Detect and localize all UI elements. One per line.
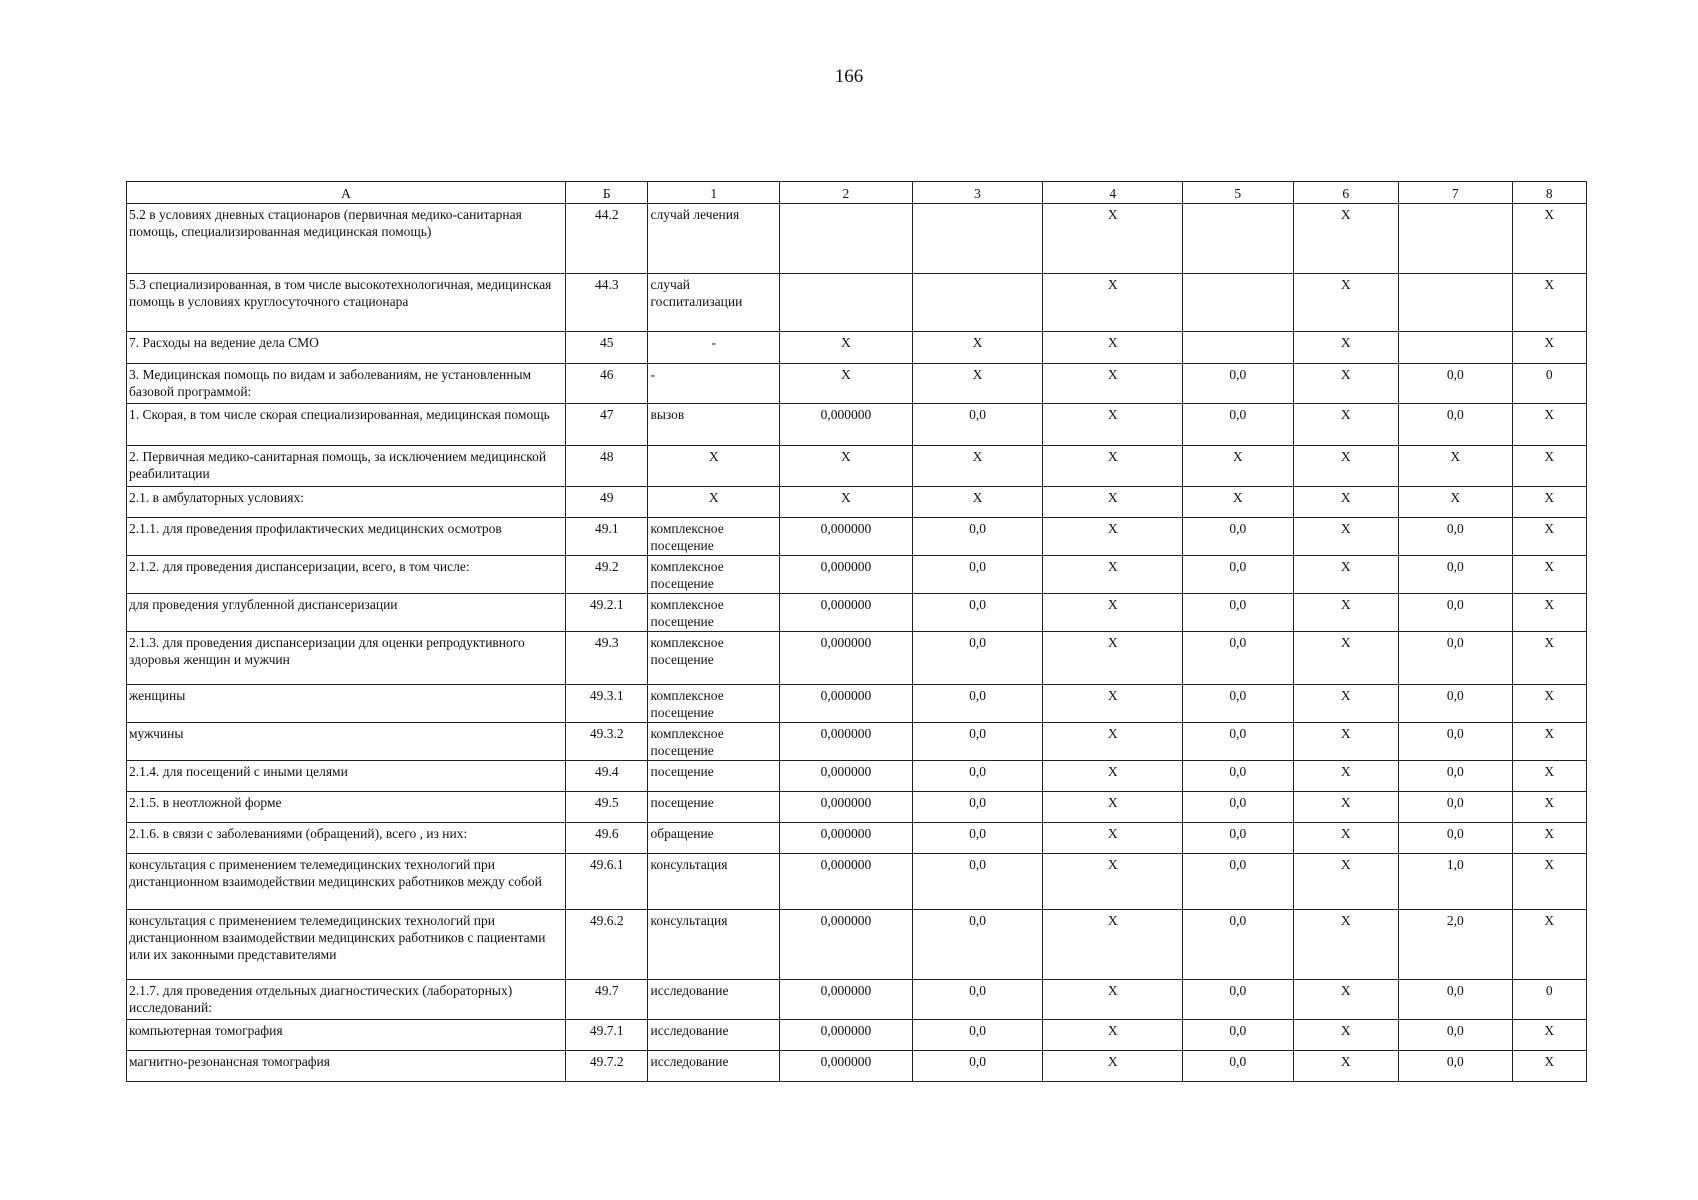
row-code: 49.7.1 bbox=[566, 1020, 648, 1051]
row-code: 44.2 bbox=[566, 204, 648, 274]
cell-col-8: Х bbox=[1512, 274, 1586, 332]
row-unit: комплексное посещение bbox=[648, 685, 780, 723]
cell-col-4: Х bbox=[1043, 761, 1183, 792]
cell-col-4: Х bbox=[1043, 723, 1183, 761]
cell-col-6: Х bbox=[1293, 761, 1399, 792]
row-name: консультация с применением телемедицинских технологий при дистанционном взаимодействии медицинских работников с пациентами или их законными представителями bbox=[127, 910, 566, 980]
row-unit: исследование bbox=[648, 1051, 780, 1082]
cell-col-4: Х bbox=[1043, 1020, 1183, 1051]
row-unit: комплексное посещение bbox=[648, 632, 780, 685]
cell-col-6: Х bbox=[1293, 556, 1399, 594]
cell-col-7 bbox=[1399, 204, 1513, 274]
cell-col-2: Х bbox=[780, 364, 913, 404]
cell-col-4: Х bbox=[1043, 518, 1183, 556]
cell-col-4: Х bbox=[1043, 632, 1183, 685]
cell-col-6: Х bbox=[1293, 980, 1399, 1020]
cell-col-3: 0,0 bbox=[912, 980, 1043, 1020]
row-name: 2.1.5. в неотложной форме bbox=[127, 792, 566, 823]
column-header-1: 1 bbox=[648, 182, 780, 204]
cell-col-4: Х bbox=[1043, 1051, 1183, 1082]
cell-col-6: Х bbox=[1293, 364, 1399, 404]
cell-col-3: 0,0 bbox=[912, 1051, 1043, 1082]
row-code: 49 bbox=[566, 487, 648, 518]
row-unit: исследование bbox=[648, 1020, 780, 1051]
cell-col-4: Х bbox=[1043, 980, 1183, 1020]
cell-col-7: 0,0 bbox=[1399, 556, 1513, 594]
row-name: 5.2 в условиях дневных стационаров (первичная медико-санитарная помощь, специализированная медицинская помощь) bbox=[127, 204, 566, 274]
table-row bbox=[127, 364, 1587, 404]
table-row bbox=[127, 332, 1587, 364]
table-row bbox=[127, 685, 1587, 723]
table-row bbox=[127, 594, 1587, 632]
row-code: 47 bbox=[566, 404, 648, 446]
table-row bbox=[127, 723, 1587, 761]
cell-col-6: Х bbox=[1293, 854, 1399, 910]
cell-col-8: Х bbox=[1512, 910, 1586, 980]
row-name: 2. Первичная медико-санитарная помощь, за исключением медицинской реабилитации bbox=[127, 446, 566, 487]
cell-col-2: 0,000000 bbox=[780, 404, 913, 446]
cell-col-2: 0,000000 bbox=[780, 594, 913, 632]
row-unit: обращение bbox=[648, 823, 780, 854]
cell-col-8: Х bbox=[1512, 204, 1586, 274]
cell-col-4: Х bbox=[1043, 364, 1183, 404]
table-row bbox=[127, 487, 1587, 518]
cell-col-4: Х bbox=[1043, 204, 1183, 274]
cell-col-7: 0,0 bbox=[1399, 518, 1513, 556]
cell-col-4: Х bbox=[1043, 685, 1183, 723]
cell-col-6: Х bbox=[1293, 518, 1399, 556]
row-name: 5.3 специализированная, в том числе высокотехнологичная, медицинская помощь в условиях круглосуточного стационара bbox=[127, 274, 566, 332]
table-row bbox=[127, 1051, 1587, 1082]
row-unit: комплексное посещение bbox=[648, 723, 780, 761]
cell-col-8: Х bbox=[1512, 556, 1586, 594]
cell-col-8: Х bbox=[1512, 487, 1586, 518]
row-name: 1. Скорая, в том числе скорая специализированная, медицинская помощь bbox=[127, 404, 566, 446]
cell-col-2: 0,000000 bbox=[780, 685, 913, 723]
row-unit: комплексное посещение bbox=[648, 594, 780, 632]
page-number: 166 bbox=[834, 66, 864, 87]
row-code: 49.2 bbox=[566, 556, 648, 594]
row-unit: случай лечения bbox=[648, 204, 780, 274]
cell-col-2: 0,000000 bbox=[780, 980, 913, 1020]
row-name: для проведения углубленной диспансеризации bbox=[127, 594, 566, 632]
cell-col-4: Х bbox=[1043, 854, 1183, 910]
cell-col-8: Х bbox=[1512, 723, 1586, 761]
cell-col-2: Х bbox=[780, 446, 913, 487]
cell-col-5: 0,0 bbox=[1183, 556, 1294, 594]
report-table bbox=[126, 181, 1587, 1082]
cell-col-7: 0,0 bbox=[1399, 594, 1513, 632]
cell-col-3: 0,0 bbox=[912, 723, 1043, 761]
table-body bbox=[127, 204, 1587, 1082]
row-code: 49.1 bbox=[566, 518, 648, 556]
cell-col-8: Х bbox=[1512, 446, 1586, 487]
column-header-7: 7 bbox=[1399, 182, 1513, 204]
cell-col-3: 0,0 bbox=[912, 910, 1043, 980]
cell-col-7: 0,0 bbox=[1399, 1051, 1513, 1082]
row-code: 49.7.2 bbox=[566, 1051, 648, 1082]
cell-col-3: 0,0 bbox=[912, 556, 1043, 594]
cell-col-7: Х bbox=[1399, 446, 1513, 487]
table-row bbox=[127, 823, 1587, 854]
cell-col-8: Х bbox=[1512, 594, 1586, 632]
cell-col-3: Х bbox=[912, 446, 1043, 487]
cell-col-8: Х bbox=[1512, 404, 1586, 446]
row-name: 3. Медицинская помощь по видам и заболеваниям, не установленным базовой программой: bbox=[127, 364, 566, 404]
cell-col-2: Х bbox=[780, 487, 913, 518]
cell-col-4: Х bbox=[1043, 274, 1183, 332]
row-code: 49.3.2 bbox=[566, 723, 648, 761]
cell-col-8: Х bbox=[1512, 792, 1586, 823]
cell-col-5: 0,0 bbox=[1183, 761, 1294, 792]
cell-col-5: 0,0 bbox=[1183, 1051, 1294, 1082]
cell-col-4: Х bbox=[1043, 487, 1183, 518]
cell-col-4: Х bbox=[1043, 792, 1183, 823]
cell-col-2: 0,000000 bbox=[780, 632, 913, 685]
cell-col-7: 0,0 bbox=[1399, 632, 1513, 685]
cell-col-8: Х bbox=[1512, 518, 1586, 556]
cell-col-8: 0 bbox=[1512, 364, 1586, 404]
cell-col-5: Х bbox=[1183, 487, 1294, 518]
cell-col-7: 0,0 bbox=[1399, 792, 1513, 823]
cell-col-5: 0,0 bbox=[1183, 980, 1294, 1020]
cell-col-5 bbox=[1183, 274, 1294, 332]
cell-col-3: 0,0 bbox=[912, 823, 1043, 854]
cell-col-2 bbox=[780, 274, 913, 332]
cell-col-7: 0,0 bbox=[1399, 404, 1513, 446]
cell-col-7: 1,0 bbox=[1399, 854, 1513, 910]
cell-col-2: 0,000000 bbox=[780, 518, 913, 556]
column-header-6: 6 bbox=[1293, 182, 1399, 204]
cell-col-5: 0,0 bbox=[1183, 792, 1294, 823]
cell-col-6: Х bbox=[1293, 594, 1399, 632]
cell-col-5: 0,0 bbox=[1183, 404, 1294, 446]
cell-col-5: 0,0 bbox=[1183, 364, 1294, 404]
cell-col-5: 0,0 bbox=[1183, 823, 1294, 854]
row-name: 2.1.1. для проведения профилактических медицинских осмотров bbox=[127, 518, 566, 556]
row-unit: консультация bbox=[648, 910, 780, 980]
column-header-b: Б bbox=[566, 182, 648, 204]
row-code: 49.6 bbox=[566, 823, 648, 854]
row-code: 46 bbox=[566, 364, 648, 404]
row-unit: комплексное посещение bbox=[648, 556, 780, 594]
cell-col-7: 0,0 bbox=[1399, 723, 1513, 761]
cell-col-2: 0,000000 bbox=[780, 1020, 913, 1051]
table-row bbox=[127, 556, 1587, 594]
table-row bbox=[127, 1020, 1587, 1051]
row-unit: - bbox=[648, 364, 780, 404]
row-name: 2.1.2. для проведения диспансеризации, всего, в том числе: bbox=[127, 556, 566, 594]
table-row bbox=[127, 518, 1587, 556]
header-row bbox=[127, 182, 1587, 204]
cell-col-8: Х bbox=[1512, 1051, 1586, 1082]
cell-col-5: 0,0 bbox=[1183, 910, 1294, 980]
cell-col-3: Х bbox=[912, 364, 1043, 404]
column-header-8: 8 bbox=[1512, 182, 1586, 204]
row-name: консультация с применением телемедицинских технологий при дистанционном взаимодействии медицинских работников между собой bbox=[127, 854, 566, 910]
cell-col-7 bbox=[1399, 332, 1513, 364]
cell-col-4: Х bbox=[1043, 446, 1183, 487]
cell-col-6: Х bbox=[1293, 1020, 1399, 1051]
cell-col-8: Х bbox=[1512, 854, 1586, 910]
row-name: 2.1.3. для проведения диспансеризации для оценки репродуктивного здоровья женщин и мужчин bbox=[127, 632, 566, 685]
cell-col-3: 0,0 bbox=[912, 518, 1043, 556]
cell-col-2: 0,000000 bbox=[780, 761, 913, 792]
row-name: женщины bbox=[127, 685, 566, 723]
row-unit: консультация bbox=[648, 854, 780, 910]
row-unit: посещение bbox=[648, 792, 780, 823]
row-unit: - bbox=[648, 332, 780, 364]
cell-col-5: 0,0 bbox=[1183, 518, 1294, 556]
row-unit: вызов bbox=[648, 404, 780, 446]
cell-col-6: Х bbox=[1293, 204, 1399, 274]
row-code: 44.3 bbox=[566, 274, 648, 332]
cell-col-2: 0,000000 bbox=[780, 854, 913, 910]
cell-col-7: Х bbox=[1399, 487, 1513, 518]
row-name: 2.1.6. в связи с заболеваниями (обращений), всего , из них: bbox=[127, 823, 566, 854]
column-header-3: 3 bbox=[912, 182, 1043, 204]
row-code: 49.5 bbox=[566, 792, 648, 823]
row-code: 49.4 bbox=[566, 761, 648, 792]
row-name: 2.1. в амбулаторных условиях: bbox=[127, 487, 566, 518]
cell-col-6: Х bbox=[1293, 487, 1399, 518]
cell-col-6: Х bbox=[1293, 823, 1399, 854]
row-name: 2.1.7. для проведения отдельных диагностических (лабораторных) исследований: bbox=[127, 980, 566, 1020]
cell-col-8: Х bbox=[1512, 1020, 1586, 1051]
report-table-container bbox=[126, 181, 1587, 1082]
cell-col-8: Х bbox=[1512, 823, 1586, 854]
cell-col-7: 2,0 bbox=[1399, 910, 1513, 980]
cell-col-4: Х bbox=[1043, 910, 1183, 980]
cell-col-5: 0,0 bbox=[1183, 854, 1294, 910]
cell-col-7: 0,0 bbox=[1399, 980, 1513, 1020]
cell-col-8: 0 bbox=[1512, 980, 1586, 1020]
cell-col-2: 0,000000 bbox=[780, 823, 913, 854]
cell-col-2: 0,000000 bbox=[780, 556, 913, 594]
cell-col-3: Х bbox=[912, 487, 1043, 518]
row-unit: исследование bbox=[648, 980, 780, 1020]
cell-col-6: Х bbox=[1293, 332, 1399, 364]
table-row bbox=[127, 792, 1587, 823]
row-name: мужчины bbox=[127, 723, 566, 761]
cell-col-3: 0,0 bbox=[912, 761, 1043, 792]
row-code: 49.3.1 bbox=[566, 685, 648, 723]
table-row bbox=[127, 274, 1587, 332]
cell-col-2: 0,000000 bbox=[780, 792, 913, 823]
cell-col-6: Х bbox=[1293, 1051, 1399, 1082]
cell-col-8: Х bbox=[1512, 632, 1586, 685]
cell-col-4: Х bbox=[1043, 556, 1183, 594]
cell-col-3: 0,0 bbox=[912, 594, 1043, 632]
cell-col-4: Х bbox=[1043, 823, 1183, 854]
row-code: 49.6.2 bbox=[566, 910, 648, 980]
cell-col-7: 0,0 bbox=[1399, 823, 1513, 854]
row-code: 49.7 bbox=[566, 980, 648, 1020]
row-unit: посещение bbox=[648, 761, 780, 792]
table-row bbox=[127, 204, 1587, 274]
cell-col-7: 0,0 bbox=[1399, 685, 1513, 723]
cell-col-7: 0,0 bbox=[1399, 364, 1513, 404]
cell-col-5: 0,0 bbox=[1183, 685, 1294, 723]
cell-col-3: 0,0 bbox=[912, 404, 1043, 446]
cell-col-2 bbox=[780, 204, 913, 274]
cell-col-5: 0,0 bbox=[1183, 594, 1294, 632]
cell-col-5: 0,0 bbox=[1183, 1020, 1294, 1051]
cell-col-7: 0,0 bbox=[1399, 761, 1513, 792]
cell-col-6: Х bbox=[1293, 404, 1399, 446]
cell-col-8: Х bbox=[1512, 332, 1586, 364]
row-unit: Х bbox=[648, 487, 780, 518]
cell-col-8: Х bbox=[1512, 685, 1586, 723]
cell-col-6: Х bbox=[1293, 632, 1399, 685]
table-row bbox=[127, 404, 1587, 446]
row-name: компьютерная томография bbox=[127, 1020, 566, 1051]
cell-col-3: 0,0 bbox=[912, 685, 1043, 723]
row-unit: случай госпитализации bbox=[648, 274, 780, 332]
cell-col-2: Х bbox=[780, 332, 913, 364]
row-code: 49.6.1 bbox=[566, 854, 648, 910]
row-code: 49.3 bbox=[566, 632, 648, 685]
cell-col-3: 0,0 bbox=[912, 1020, 1043, 1051]
cell-col-5: Х bbox=[1183, 446, 1294, 487]
cell-col-5 bbox=[1183, 332, 1294, 364]
cell-col-3: Х bbox=[912, 332, 1043, 364]
cell-col-3: 0,0 bbox=[912, 632, 1043, 685]
cell-col-6: Х bbox=[1293, 723, 1399, 761]
table-row bbox=[127, 446, 1587, 487]
row-code: 45 bbox=[566, 332, 648, 364]
cell-col-3 bbox=[912, 204, 1043, 274]
column-header-a: А bbox=[127, 182, 566, 204]
cell-col-4: Х bbox=[1043, 332, 1183, 364]
table-row bbox=[127, 761, 1587, 792]
cell-col-6: Х bbox=[1293, 910, 1399, 980]
cell-col-6: Х bbox=[1293, 446, 1399, 487]
cell-col-7: 0,0 bbox=[1399, 1020, 1513, 1051]
row-code: 48 bbox=[566, 446, 648, 487]
cell-col-8: Х bbox=[1512, 761, 1586, 792]
table-row bbox=[127, 854, 1587, 910]
row-name: магнитно-резонансная томография bbox=[127, 1051, 566, 1082]
cell-col-4: Х bbox=[1043, 594, 1183, 632]
row-unit: Х bbox=[648, 446, 780, 487]
table-row bbox=[127, 632, 1587, 685]
cell-col-6: Х bbox=[1293, 274, 1399, 332]
cell-col-2: 0,000000 bbox=[780, 723, 913, 761]
cell-col-7 bbox=[1399, 274, 1513, 332]
table-row bbox=[127, 980, 1587, 1020]
cell-col-6: Х bbox=[1293, 792, 1399, 823]
row-name: 2.1.4. для посещений с иными целями bbox=[127, 761, 566, 792]
cell-col-5: 0,0 bbox=[1183, 632, 1294, 685]
column-header-2: 2 bbox=[780, 182, 913, 204]
cell-col-3: 0,0 bbox=[912, 792, 1043, 823]
row-name: 7. Расходы на ведение дела СМО bbox=[127, 332, 566, 364]
cell-col-3 bbox=[912, 274, 1043, 332]
cell-col-2: 0,000000 bbox=[780, 1051, 913, 1082]
row-code: 49.2.1 bbox=[566, 594, 648, 632]
cell-col-5 bbox=[1183, 204, 1294, 274]
column-header-4: 4 bbox=[1043, 182, 1183, 204]
cell-col-5: 0,0 bbox=[1183, 723, 1294, 761]
column-header-5: 5 bbox=[1183, 182, 1294, 204]
cell-col-3: 0,0 bbox=[912, 854, 1043, 910]
row-unit: комплексное посещение bbox=[648, 518, 780, 556]
cell-col-2: 0,000000 bbox=[780, 910, 913, 980]
table-row bbox=[127, 910, 1587, 980]
cell-col-6: Х bbox=[1293, 685, 1399, 723]
cell-col-4: Х bbox=[1043, 404, 1183, 446]
